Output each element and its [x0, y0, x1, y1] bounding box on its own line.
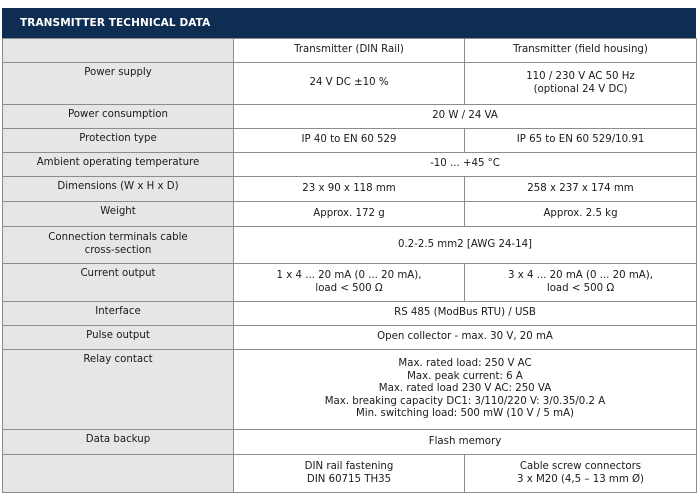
- spec-label-line: Weight: [100, 206, 136, 217]
- spec-row: [3, 105, 697, 129]
- spec-value-shared: [234, 105, 697, 129]
- spec-value-shared-line: Max. peak current: 6 A: [407, 370, 523, 382]
- spec-value-shared-line: Flash memory: [428, 435, 502, 447]
- spec-value-shared: [234, 227, 697, 264]
- spec-label-line: Ambient operating temperature: [36, 157, 200, 168]
- spec-label: [3, 227, 234, 264]
- spec-value-shared-line: Max. rated load: 250 V AC: [398, 358, 532, 370]
- table-title: TRANSMITTER TECHNICAL DATA: [2, 8, 696, 38]
- spec-value-field-housing: [465, 455, 697, 493]
- spec-value-shared-line: Max. rated load 230 V AC: 250 VA: [378, 383, 552, 395]
- spec-value-field-housing-line: 258 x 237 x 174 mm: [527, 182, 634, 194]
- spec-label-line: Connection terminals cable: [48, 232, 188, 244]
- spec-value-din-rail-line: Approx. 172 g: [313, 207, 385, 219]
- spec-label: [3, 202, 234, 227]
- spec-value-din-rail-line: load < 500 Ω: [315, 282, 383, 294]
- spec-value-field-housing-line: 3 x 4 ... 20 mA (0 ... 20 mA),: [508, 269, 653, 281]
- spec-value-field-housing: [465, 177, 697, 202]
- spec-value-shared-line: -10 ... +45 °C: [430, 158, 500, 170]
- spec-label: [3, 264, 234, 302]
- spec-label-line: Current output: [80, 268, 156, 279]
- spec-value-din-rail-line: DIN 60715 TH35: [306, 473, 392, 485]
- spec-label: [3, 350, 234, 430]
- spec-row: [3, 129, 697, 153]
- spec-value-din-rail: [234, 129, 465, 153]
- spec-value-shared-line: Open collector - max. 30 V, 20 mA: [377, 331, 553, 343]
- spec-row: [3, 63, 697, 105]
- spec-row: [3, 302, 697, 326]
- spec-row: [3, 202, 697, 227]
- spec-value-field-housing-line: load < 500 Ω: [546, 282, 615, 294]
- spec-value-din-rail-line: 1 x 4 ... 20 mA (0 ... 20 mA),: [276, 269, 422, 281]
- spec-value-shared: [234, 153, 697, 177]
- spec-row: [3, 455, 697, 493]
- spec-value-shared-line: RS 485 (ModBus RTU) / USB: [394, 307, 536, 319]
- spec-row: [3, 430, 697, 455]
- spec-value-field-housing-line: Approx. 2.5 kg: [543, 207, 618, 219]
- column-header: Transmitter (field housing): [465, 39, 697, 63]
- spec-row: [3, 326, 697, 350]
- spec-label: [3, 153, 234, 177]
- spec-value-shared: [234, 350, 697, 430]
- spec-label-line: Power consumption: [68, 109, 168, 120]
- spec-value-din-rail: [234, 455, 465, 493]
- column-header: [3, 39, 234, 63]
- spec-label-line: cross-section: [84, 245, 152, 256]
- spec-value-field-housing: [465, 129, 697, 153]
- spec-value-field-housing-line: IP 65 to EN 60 529/10.91: [516, 134, 645, 146]
- spec-value-din-rail-line: 24 V DC ±10 %: [309, 77, 389, 89]
- spec-value-field-housing: [465, 202, 697, 227]
- spec-row: [3, 264, 697, 302]
- spec-value-din-rail-line: IP 40 to EN 60 529: [301, 134, 397, 146]
- spec-value-field-housing-line: (optional 24 V DC): [533, 83, 628, 95]
- spec-value-din-rail-line: 23 x 90 x 118 mm: [302, 182, 396, 194]
- spec-value-shared: [234, 326, 697, 350]
- spec-value-shared-line: 20 W / 24 VA: [432, 110, 498, 122]
- spec-value-din-rail: [234, 202, 465, 227]
- spec-label-line: Power supply: [84, 67, 152, 78]
- spec-value-din-rail-line: DIN rail fastening: [304, 460, 394, 472]
- spec-value-din-rail: [234, 177, 465, 202]
- spec-row: [3, 153, 697, 177]
- spec-label-line: Relay contact: [83, 354, 153, 365]
- technical-data-table: [2, 38, 697, 493]
- spec-value-shared: [234, 430, 697, 455]
- spec-label: [3, 430, 234, 455]
- spec-row: [3, 177, 697, 202]
- spec-value-field-housing-line: 3 x M20 (4,5 – 13 mm Ø): [516, 473, 644, 485]
- spec-label: [3, 129, 234, 153]
- spec-label: [3, 177, 234, 202]
- spec-value-shared-line: Max. breaking capacity DC1: 3/110/220 V: 3/0.35/0.2 A: [324, 395, 606, 407]
- spec-label-line: Interface: [95, 306, 141, 317]
- spec-value-shared-line: 0.2-2.5 mm2 [AWG 24-14]: [397, 238, 533, 250]
- spec-value-shared: [234, 302, 697, 326]
- spec-label: [3, 455, 234, 493]
- spec-label-line: Pulse output: [86, 330, 150, 341]
- spec-value-field-housing: [465, 264, 697, 302]
- spec-label: [3, 105, 234, 129]
- spec-label-line: Dimensions (W x H x D): [57, 181, 179, 192]
- technical-data-sheet: [2, 8, 696, 493]
- spec-label: [3, 63, 234, 105]
- spec-value-din-rail: [234, 264, 465, 302]
- spec-row: [3, 350, 697, 430]
- spec-row: [3, 227, 697, 264]
- spec-label-line: Data backup: [85, 434, 151, 445]
- spec-label: [3, 326, 234, 350]
- spec-value-field-housing: [465, 63, 697, 105]
- spec-label-line: Protection type: [79, 133, 157, 144]
- column-header-row: [3, 39, 697, 63]
- spec-value-field-housing-line: 110 / 230 V AC 50 Hz: [526, 70, 635, 82]
- spec-value-din-rail: [234, 63, 465, 105]
- spec-value-shared-line: Min. switching load: 500 mW (10 V / 5 mA): [355, 408, 575, 420]
- spec-label: [3, 302, 234, 326]
- spec-value-field-housing-line: Cable screw connectors: [519, 460, 642, 472]
- column-header: Transmitter (DIN Rail): [234, 39, 465, 63]
